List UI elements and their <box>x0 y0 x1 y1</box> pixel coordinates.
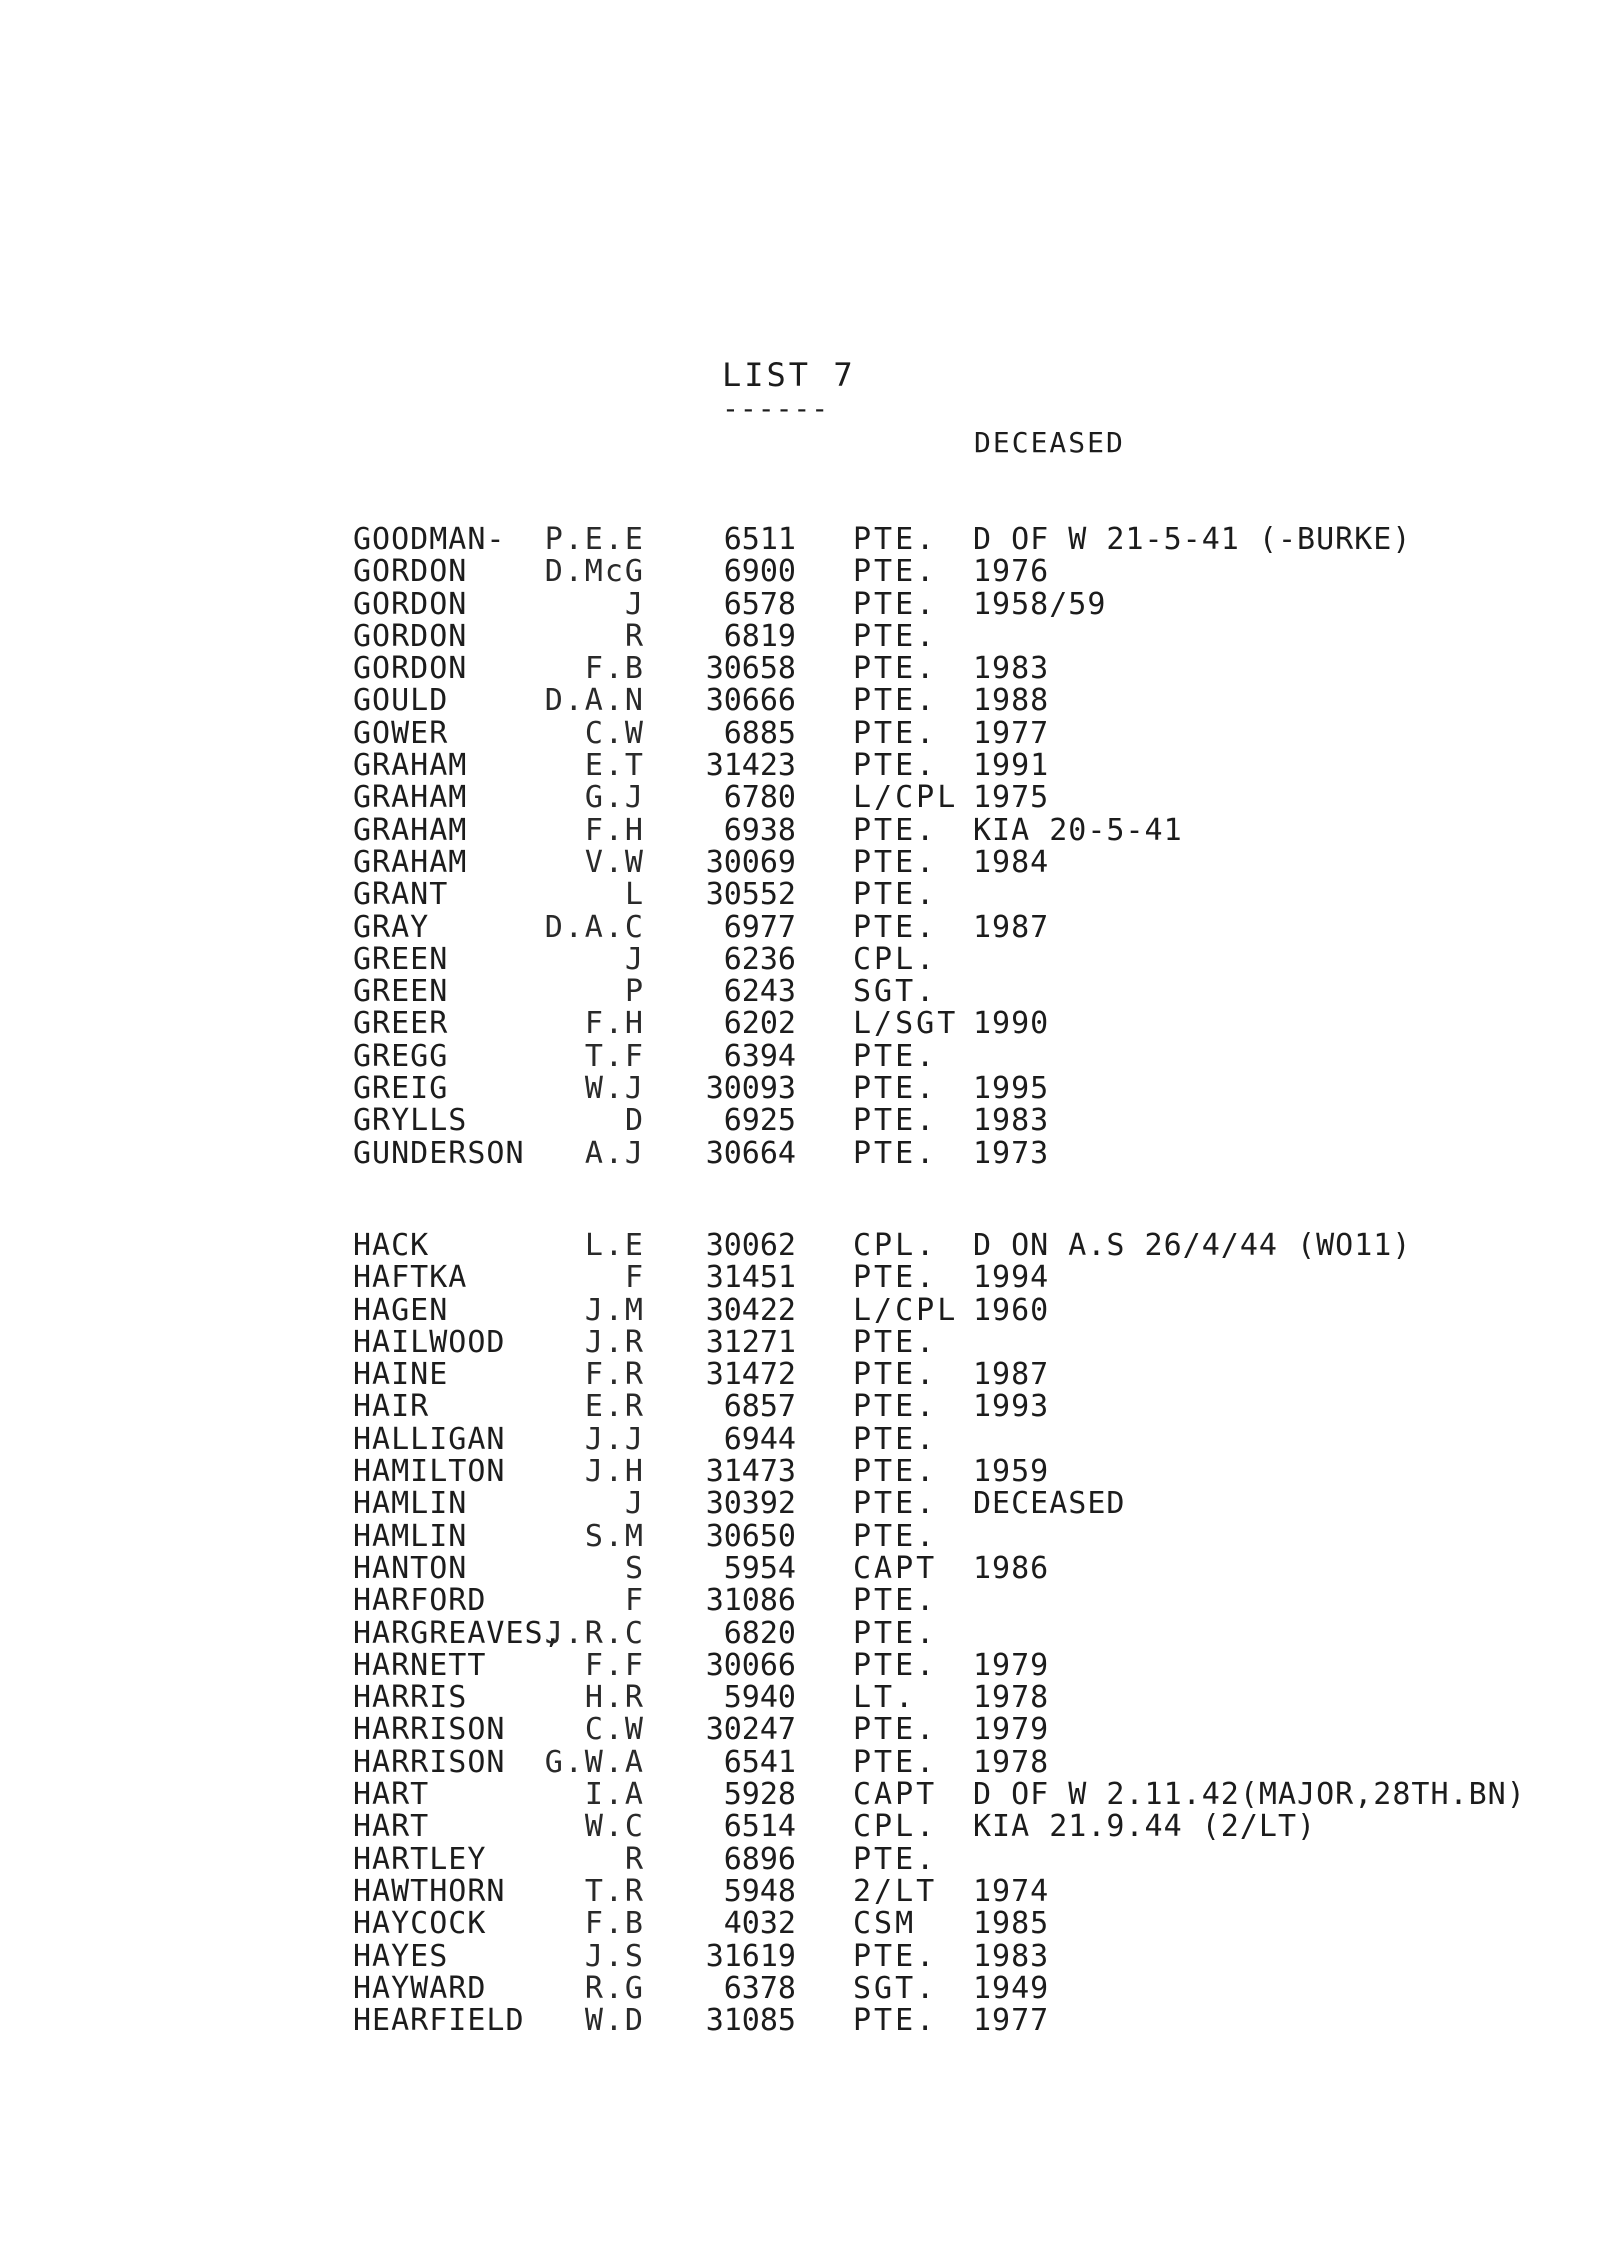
roster-row <box>0 750 1600 782</box>
roster-row <box>0 1615 1600 1651</box>
rank-cell: PTE. <box>853 1938 938 1974</box>
initials-cell: S.M <box>584 1518 645 1554</box>
surname-cell: GOODMAN- <box>353 522 506 557</box>
roster-row <box>0 879 1600 911</box>
service-number-cell: 6820 <box>723 1615 796 1651</box>
service-number-cell: 6977 <box>723 909 796 945</box>
service-number-cell: 6780 <box>723 780 796 816</box>
service-number-cell: 6819 <box>723 618 796 654</box>
note-cell: 1983 <box>973 651 1050 687</box>
initials-cell: J <box>624 1486 645 1522</box>
note-cell: 1949 <box>973 1970 1050 2006</box>
rank-cell: PTE. <box>853 651 938 687</box>
initials-cell: T.F <box>584 1038 645 1074</box>
service-number-cell: 30422 <box>705 1292 796 1328</box>
initials-cell: D.McG <box>544 554 645 590</box>
service-number-cell: 5928 <box>723 1777 796 1813</box>
initials-cell: J.M <box>584 1292 645 1328</box>
surname-cell: HAYCOCK <box>353 1906 487 1942</box>
initials-cell: L <box>624 877 645 913</box>
note-cell: 1986 <box>973 1550 1050 1586</box>
service-number-cell: 30664 <box>705 1135 796 1171</box>
initials-cell: G.J <box>584 780 645 816</box>
note-cell: 1993 <box>973 1389 1050 1425</box>
roster-row <box>0 1421 1600 1457</box>
rank-cell: PTE. <box>853 1518 938 1554</box>
surname-cell: HAMILTON <box>353 1454 506 1490</box>
roster-row <box>0 1779 1600 1811</box>
service-number-cell: 6900 <box>723 554 796 590</box>
surname-cell: HAWTHORN <box>353 1873 506 1909</box>
surname-cell: GRAHAM <box>353 844 468 880</box>
surname-cell: HAMLIN <box>353 1518 468 1554</box>
initials-cell: L.E <box>584 1228 645 1263</box>
service-number-cell: 6511 <box>723 522 796 557</box>
surname-cell: HALLIGAN <box>353 1421 506 1457</box>
roster-row <box>0 1391 1600 1423</box>
note-cell: D OF W 21-5-41 (-BURKE) <box>973 522 1412 557</box>
note-cell: KIA 21.9.44 (2/LT) <box>973 1809 1317 1845</box>
roster-row <box>0 1647 1600 1683</box>
service-number-cell: 30552 <box>705 877 796 913</box>
initials-cell: P.E.E <box>544 522 645 557</box>
surname-cell: HAGEN <box>353 1292 449 1328</box>
rank-cell: PTE. <box>853 1389 938 1425</box>
service-number-cell: 6243 <box>723 974 796 1010</box>
roster-row <box>0 2005 1600 2037</box>
service-number-cell: 30062 <box>705 1228 796 1263</box>
surname-cell: HARFORD <box>353 1583 487 1619</box>
note-cell: 1983 <box>973 1938 1050 1974</box>
roster-row <box>0 909 1600 945</box>
surname-cell: HART <box>353 1777 430 1813</box>
initials-cell: G.W.A <box>544 1744 645 1780</box>
initials-cell: J.J <box>584 1421 645 1457</box>
rank-cell: LT. <box>853 1680 917 1716</box>
service-number-cell: 6541 <box>723 1744 796 1780</box>
rank-cell: CPL. <box>853 1228 938 1263</box>
initials-cell: D.A.C <box>544 909 645 945</box>
surname-cell: GREIG <box>353 1071 449 1107</box>
note-cell: 1994 <box>973 1260 1050 1296</box>
surname-cell: HAMLIN <box>353 1486 468 1522</box>
initials-cell: H.R <box>584 1680 645 1716</box>
rank-cell: CPL. <box>853 1809 938 1845</box>
roster-section-h <box>0 1230 1600 2037</box>
service-number-cell: 30392 <box>705 1486 796 1522</box>
rank-cell: PTE. <box>853 1486 938 1522</box>
initials-cell: S <box>624 1550 645 1586</box>
rank-cell: PTE. <box>853 909 938 945</box>
rank-cell: PTE. <box>853 1712 938 1748</box>
roster-row <box>0 812 1600 848</box>
surname-cell: GORDON <box>353 651 468 687</box>
roster-row <box>0 1135 1600 1171</box>
rank-cell: PTE. <box>853 683 938 719</box>
note-cell: 1987 <box>973 909 1050 945</box>
initials-cell: J <box>624 941 645 977</box>
roster-section-g <box>0 524 1600 1170</box>
initials-cell: F.F <box>584 1647 645 1683</box>
rank-cell: PTE. <box>853 1071 938 1107</box>
note-cell: 1976 <box>973 554 1050 590</box>
rank-cell: L/CPL <box>853 780 959 816</box>
rank-cell: PTE. <box>853 1615 938 1651</box>
service-number-cell: 31271 <box>705 1324 796 1360</box>
surname-cell: HAILWOOD <box>353 1324 506 1360</box>
note-cell: 1960 <box>973 1292 1050 1328</box>
surname-cell: GREEN <box>353 941 449 977</box>
surname-cell: HARTLEY <box>353 1841 487 1877</box>
initials-cell: F.B <box>584 651 645 687</box>
rank-cell: PTE. <box>853 1454 938 1490</box>
note-cell: 1985 <box>973 1906 1050 1942</box>
surname-cell: GRAHAM <box>353 780 468 816</box>
note-cell: 1958/59 <box>973 586 1107 622</box>
note-cell: 1990 <box>973 1006 1050 1042</box>
roster-row <box>0 1841 1600 1877</box>
service-number-cell: 30650 <box>705 1518 796 1554</box>
surname-cell: HAYWARD <box>353 1970 487 2006</box>
initials-cell: F <box>624 1583 645 1619</box>
roster-row <box>0 1008 1600 1040</box>
initials-cell: J.H <box>584 1454 645 1490</box>
initials-cell: J.S <box>584 1938 645 1974</box>
service-number-cell: 31423 <box>705 748 796 784</box>
initials-cell: W.J <box>584 1071 645 1107</box>
status-column-heading: DECEASED <box>974 426 1125 459</box>
surname-cell: HEARFIELD <box>353 2003 525 2039</box>
service-number-cell: 31472 <box>705 1357 796 1393</box>
rank-cell: PTE. <box>853 1421 938 1457</box>
surname-cell: HAIR <box>353 1389 430 1425</box>
note-cell: 1979 <box>973 1712 1050 1748</box>
roster-row <box>0 1359 1600 1391</box>
roster-row <box>0 1873 1600 1909</box>
service-number-cell: 31086 <box>705 1583 796 1619</box>
surname-cell: GREER <box>353 1006 449 1042</box>
service-number-cell: 4032 <box>723 1906 796 1942</box>
surname-cell: GORDON <box>353 618 468 654</box>
roster-row <box>0 1105 1600 1137</box>
initials-cell: R.G <box>584 1970 645 2006</box>
service-number-cell: 6578 <box>723 586 796 622</box>
note-cell: 1978 <box>973 1680 1050 1716</box>
rank-cell: PTE. <box>853 1583 938 1619</box>
note-cell: D OF W 2.11.42(MAJOR,28TH.BN) <box>973 1777 1526 1813</box>
rank-cell: PTE. <box>853 1841 938 1877</box>
rank-cell: PTE. <box>853 522 938 557</box>
service-number-cell: 31085 <box>705 2003 796 2039</box>
surname-cell: HANTON <box>353 1550 468 1586</box>
service-number-cell: 30093 <box>705 1071 796 1107</box>
note-cell: KIA 20-5-41 <box>973 812 1183 848</box>
rank-cell: SGT. <box>853 974 938 1010</box>
surname-cell: HARRIS <box>353 1680 468 1716</box>
initials-cell: D <box>624 1103 645 1139</box>
roster-row <box>0 685 1600 717</box>
service-number-cell: 6944 <box>723 1421 796 1457</box>
service-number-cell: 31619 <box>705 1938 796 1974</box>
surname-cell: HAFTKA <box>353 1260 468 1296</box>
rank-cell: 2/LT <box>853 1873 938 1909</box>
service-number-cell: 30247 <box>705 1712 796 1748</box>
service-number-cell: 30658 <box>705 651 796 687</box>
surname-cell: GRANT <box>353 877 449 913</box>
note-cell: 1991 <box>973 748 1050 784</box>
service-number-cell: 6514 <box>723 1809 796 1845</box>
initials-cell: R <box>624 1841 645 1877</box>
rank-cell: PTE. <box>853 715 938 751</box>
service-number-cell: 30666 <box>705 683 796 719</box>
rank-cell: PTE. <box>853 748 938 784</box>
note-cell: 1974 <box>973 1873 1050 1909</box>
service-number-cell: 30066 <box>705 1647 796 1683</box>
initials-cell: F.H <box>584 1006 645 1042</box>
roster-row <box>0 1230 1600 1262</box>
surname-cell: GOWER <box>353 715 449 751</box>
service-number-cell: 31451 <box>705 1260 796 1296</box>
roster-row <box>0 1488 1600 1520</box>
note-cell: 1978 <box>973 1744 1050 1780</box>
initials-cell: T.R <box>584 1873 645 1909</box>
rank-cell: PTE. <box>853 1135 938 1171</box>
roster-row <box>0 1262 1600 1294</box>
rank-cell: PTE. <box>853 1744 938 1780</box>
note-cell: 1977 <box>973 2003 1050 2039</box>
surname-cell: HAINE <box>353 1357 449 1393</box>
roster-row <box>0 1908 1600 1940</box>
rank-cell: PTE. <box>853 2003 938 2039</box>
roster-row <box>0 1073 1600 1105</box>
surname-cell: HARRISON <box>353 1744 506 1780</box>
roster-row <box>0 524 1600 556</box>
roster-row <box>0 1938 1600 1974</box>
surname-cell: HACK <box>353 1228 430 1263</box>
roster-row <box>0 1682 1600 1714</box>
initials-cell: D.A.N <box>544 683 645 719</box>
note-cell: 1988 <box>973 683 1050 719</box>
rank-cell: PTE. <box>853 844 938 880</box>
surname-cell: HARNETT <box>353 1647 487 1683</box>
note-cell: D ON A.S 26/4/44 (WO11) <box>973 1228 1412 1263</box>
initials-cell: E.T <box>584 748 645 784</box>
initials-cell: V.W <box>584 844 645 880</box>
service-number-cell: 6202 <box>723 1006 796 1042</box>
rank-cell: PTE. <box>853 812 938 848</box>
note-cell: 1973 <box>973 1135 1050 1171</box>
rank-cell: L/SGT <box>853 1006 959 1042</box>
rank-cell: PTE. <box>853 1324 938 1360</box>
service-number-cell: 6378 <box>723 1970 796 2006</box>
rank-cell: PTE. <box>853 877 938 913</box>
initials-cell: F <box>624 1260 645 1296</box>
service-number-cell: 6394 <box>723 1038 796 1074</box>
rank-cell: PTE. <box>853 554 938 590</box>
surname-cell: GORDON <box>353 586 468 622</box>
note-cell: DECEASED <box>973 1486 1126 1522</box>
roster-row <box>0 1744 1600 1780</box>
note-cell: 1977 <box>973 715 1050 751</box>
roster-row <box>0 618 1600 654</box>
surname-cell: GRAHAM <box>353 812 468 848</box>
surname-cell: GUNDERSON <box>353 1135 525 1171</box>
service-number-cell: 6938 <box>723 812 796 848</box>
rank-cell: CAPT <box>853 1550 938 1586</box>
initials-cell: R <box>624 618 645 654</box>
roster-row <box>0 1550 1600 1586</box>
initials-cell: E.R <box>584 1389 645 1425</box>
note-cell: 1984 <box>973 844 1050 880</box>
rank-cell: PTE. <box>853 618 938 654</box>
roster-row <box>0 844 1600 880</box>
surname-cell: GRYLLS <box>353 1103 468 1139</box>
initials-cell: W.D <box>584 2003 645 2039</box>
note-cell: 1959 <box>973 1454 1050 1490</box>
roster-row <box>0 1585 1600 1617</box>
initials-cell: J.R.C <box>544 1615 645 1651</box>
note-cell: 1987 <box>973 1357 1050 1393</box>
roster-row <box>0 1456 1600 1488</box>
roster-row <box>0 1714 1600 1746</box>
surname-cell: GRAHAM <box>353 748 468 784</box>
roster-row <box>0 1292 1600 1328</box>
roster-row <box>0 715 1600 751</box>
service-number-cell: 5940 <box>723 1680 796 1716</box>
rank-cell: PTE. <box>853 586 938 622</box>
rank-cell: CSM <box>853 1906 917 1942</box>
roster-row <box>0 782 1600 814</box>
initials-cell: C.W <box>584 1712 645 1748</box>
service-number-cell: 6896 <box>723 1841 796 1877</box>
roster-row <box>0 1970 1600 2006</box>
roster-row <box>0 1518 1600 1554</box>
service-number-cell: 30069 <box>705 844 796 880</box>
initials-cell: W.C <box>584 1809 645 1845</box>
service-number-cell: 6925 <box>723 1103 796 1139</box>
roster-row <box>0 941 1600 977</box>
page-title: LIST 7 <box>722 356 856 394</box>
note-cell: 1975 <box>973 780 1050 816</box>
roster-row <box>0 1324 1600 1360</box>
service-number-cell: 31473 <box>705 1454 796 1490</box>
note-cell: 1983 <box>973 1103 1050 1139</box>
roster-row <box>0 586 1600 622</box>
initials-cell: I.A <box>584 1777 645 1813</box>
service-number-cell: 6885 <box>723 715 796 751</box>
service-number-cell: 5954 <box>723 1550 796 1586</box>
surname-cell: GREGG <box>353 1038 449 1074</box>
note-cell: 1995 <box>973 1071 1050 1107</box>
surname-cell: HART <box>353 1809 430 1845</box>
rank-cell: SGT. <box>853 1970 938 2006</box>
rank-cell: CPL. <box>853 941 938 977</box>
surname-cell: GRAY <box>353 909 430 945</box>
service-number-cell: 5948 <box>723 1873 796 1909</box>
initials-cell: A.J <box>584 1135 645 1171</box>
service-number-cell: 6857 <box>723 1389 796 1425</box>
surname-cell: HARRISON <box>353 1712 506 1748</box>
title-underline: ------ <box>722 392 830 425</box>
surname-cell: HAYES <box>353 1938 449 1974</box>
roster-row <box>0 653 1600 685</box>
initials-cell: F.B <box>584 1906 645 1942</box>
initials-cell: F.R <box>584 1357 645 1393</box>
roster-row <box>0 1038 1600 1074</box>
initials-cell: F.H <box>584 812 645 848</box>
surname-cell: GREEN <box>353 974 449 1010</box>
service-number-cell: 6236 <box>723 941 796 977</box>
initials-cell: J <box>624 586 645 622</box>
initials-cell: P <box>624 974 645 1010</box>
surname-cell: GORDON <box>353 554 468 590</box>
roster-row <box>0 976 1600 1008</box>
rank-cell: PTE. <box>853 1103 938 1139</box>
surname-cell: GOULD <box>353 683 449 719</box>
rank-cell: PTE. <box>853 1647 938 1683</box>
roster-row <box>0 1811 1600 1843</box>
surname-cell: HARGREAVES, <box>353 1615 563 1651</box>
rank-cell: L/CPL <box>853 1292 959 1328</box>
rank-cell: PTE. <box>853 1260 938 1296</box>
roster-row <box>0 556 1600 588</box>
initials-cell: C.W <box>584 715 645 751</box>
initials-cell: J.R <box>584 1324 645 1360</box>
rank-cell: PTE. <box>853 1038 938 1074</box>
note-cell: 1979 <box>973 1647 1050 1683</box>
rank-cell: PTE. <box>853 1357 938 1393</box>
rank-cell: CAPT <box>853 1777 938 1813</box>
